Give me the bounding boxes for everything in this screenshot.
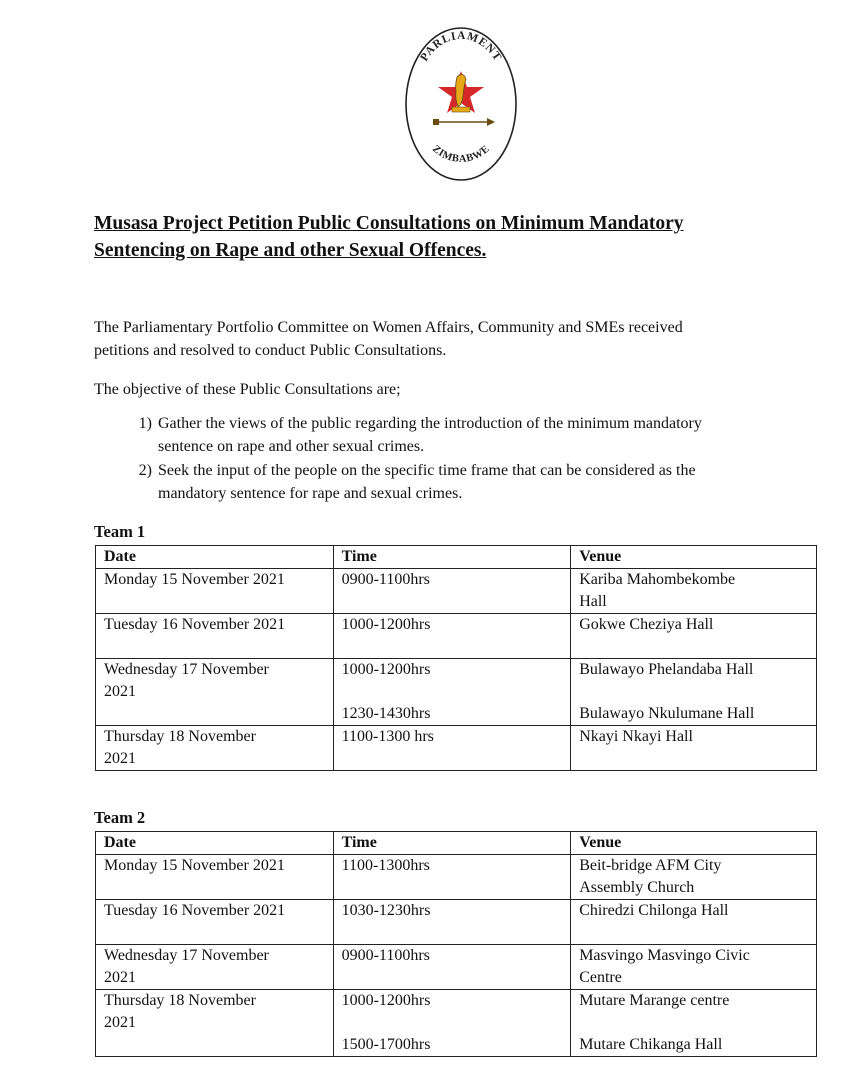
title-line-1: Musasa Project Petition Public Consultations on Minimum Mandatory (94, 213, 684, 234)
date-cell: Tuesday 16 November 2021 (96, 614, 334, 659)
list-number: 2) (138, 462, 152, 479)
list-item (94, 459, 814, 505)
svg-text:ZIMBABWE: ZIMBABWE (430, 143, 492, 165)
time-cell: 1100-1300hrs (333, 855, 571, 900)
date-cell: Wednesday 17 November 2021 (96, 945, 334, 990)
time-cell: 1000-1200hrs 1230-1430hrs (333, 659, 571, 726)
table-row (96, 726, 817, 771)
date-cell: Monday 15 November 2021 (96, 569, 334, 614)
list-text-line: Gather the views of the public regarding the introduction of the minimum mandatory (158, 415, 702, 432)
date-cell: Tuesday 16 November 2021 (96, 900, 334, 945)
team-1-label: Team 1 (94, 522, 146, 541)
venue-cell: Bulawayo Phelandaba Hall Bulawayo Nkulumane Hall (571, 659, 817, 726)
objective-intro: The objective of these Public Consultations are; (94, 381, 401, 398)
venue-cell: Masvingo Masvingo Civic Centre (571, 945, 817, 990)
document-title (94, 210, 794, 264)
venue-cell: Gokwe Cheziya Hall (571, 614, 817, 659)
date-cell: Wednesday 17 November 2021 (96, 659, 334, 726)
table-row (96, 659, 817, 726)
table-header-row (96, 832, 817, 855)
table-row (96, 990, 817, 1057)
team-1-schedule-table (95, 545, 817, 771)
table-row (96, 945, 817, 990)
header-date: Date (96, 546, 334, 569)
table-row (96, 855, 817, 900)
list-text-line: Seek the input of the people on the specific time frame that can be considered as the (158, 462, 696, 479)
table-row (96, 614, 817, 659)
list-text-line: sentence on rape and other sexual crimes. (158, 438, 425, 455)
header-venue: Venue (571, 546, 817, 569)
header-time: Time (333, 546, 571, 569)
venue-cell: Mutare Marange centre Mutare Chikanga Hall (571, 990, 817, 1057)
time-cell: 1030-1230hrs (333, 900, 571, 945)
intro-line-2: petitions and resolved to conduct Public Consultations. (94, 342, 447, 359)
venue-cell: Beit-bridge AFM City Assembly Church (571, 855, 817, 900)
intro-paragraph (94, 316, 814, 362)
table-row (96, 569, 817, 614)
parliament-zimbabwe-logo (403, 25, 519, 183)
time-cell: 1100-1300 hrs (333, 726, 571, 771)
list-number: 1) (138, 415, 152, 432)
list-item (94, 412, 814, 458)
time-cell: 1000-1200hrs 1500-1700hrs (333, 990, 571, 1057)
time-cell: 1000-1200hrs (333, 614, 571, 659)
header-time: Time (333, 832, 571, 855)
table-header-row (96, 546, 817, 569)
list-text-line: mandatory sentence for rape and sexual crimes. (158, 485, 463, 502)
time-cell: 0900-1100hrs (333, 569, 571, 614)
team-2-label: Team 2 (94, 808, 146, 827)
intro-line-1: The Parliamentary Portfolio Committee on Women Affairs, Community and SMEs received (94, 319, 683, 336)
objectives-list (94, 412, 814, 506)
venue-cell: Nkayi Nkayi Hall (571, 726, 817, 771)
time-cell: 0900-1100hrs (333, 945, 571, 990)
venue-cell: Kariba Mahombekombe Hall (571, 569, 817, 614)
date-cell: Thursday 18 November 2021 (96, 990, 334, 1057)
venue-cell: Chiredzi Chilonga Hall (571, 900, 817, 945)
team-2-schedule-table (95, 831, 817, 1057)
header-venue: Venue (571, 832, 817, 855)
svg-text:PARLIAMENT: PARLIAMENT (418, 29, 504, 64)
table-row (96, 900, 817, 945)
header-date: Date (96, 832, 334, 855)
date-cell: Monday 15 November 2021 (96, 855, 334, 900)
date-cell: Thursday 18 November 2021 (96, 726, 334, 771)
title-line-2: Sentencing on Rape and other Sexual Offences. (94, 240, 487, 261)
